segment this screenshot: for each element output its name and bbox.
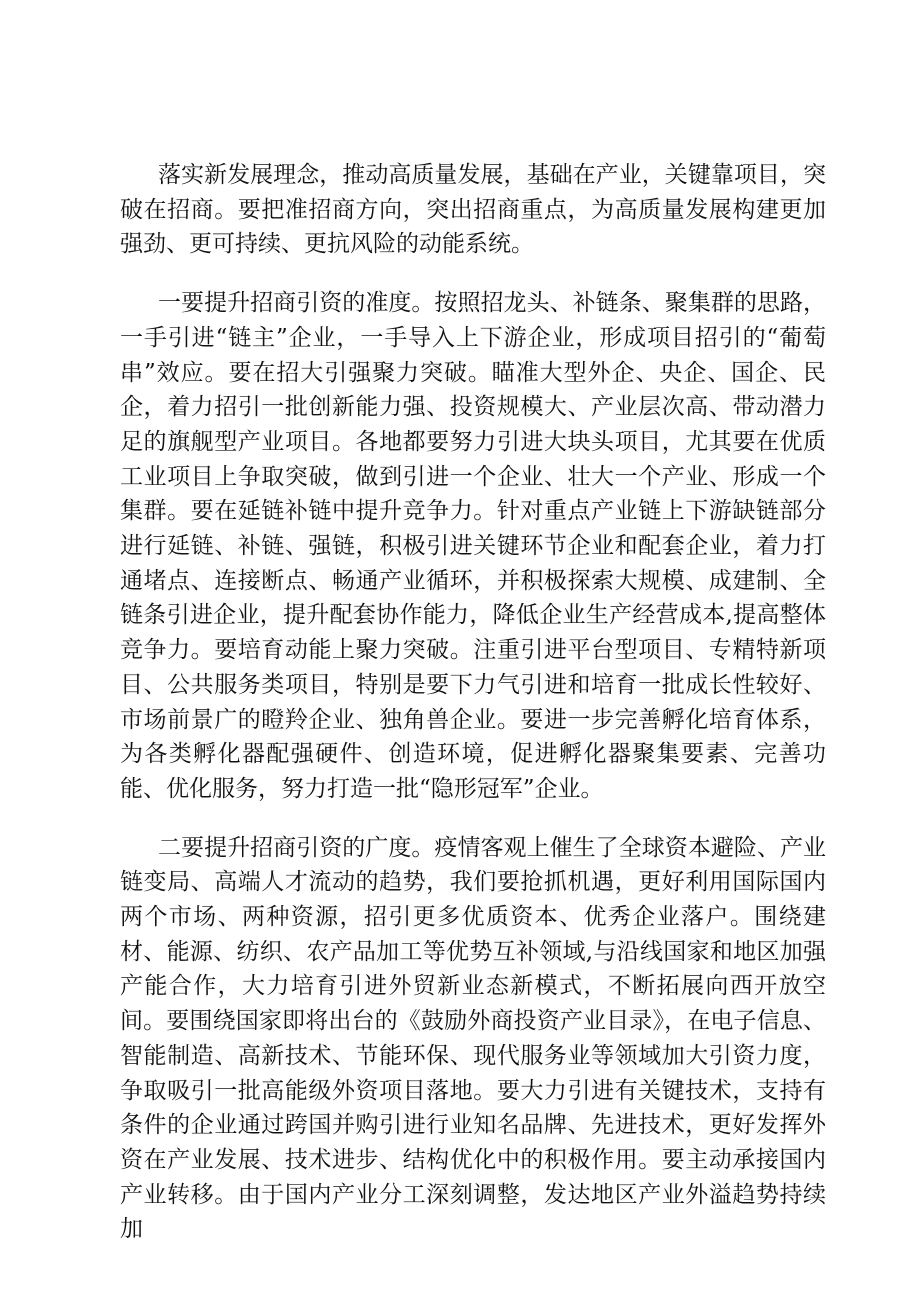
- paragraph-intro: 落实新发展理念，推动高质量发展，基础在产业，关键靠项目，突破在招商。要把准招商方向，突出招商重点，为高质量发展构建更加强劲、更可持续、更抗风险的动能系统。: [120, 162, 826, 258]
- paragraph-point-one: 一要提升招商引资的准度。按照招龙头、补链条、聚集群的思路，一手引进“链主”企业，一手导入上下游企业，形成项目招引的“葡萄串”效应。要在招大引强聚力突破。瞄准大型外企、央企、国企、民企，着力招引一批创新能力强、投资规模大、产业层次高、带动潜力足的旗舰型产业项目。各地都要努力引进大块头项目，尤其要在优质工业项目上争取突破，做到引进一个企业、壮大一个产业、形成一个集群。要在延链补链中提升竞争力。针对重点产业链上下游缺链部分进行延链、补链、强链，积极引进关键环节企业和配套企业，着力打通堵点、连接断点、畅通产业循环，并积极探索大规模、成建制、全链条引进企业，提升配套协作能力，降低企业生产经营成本,提高整体竞争力。要培育动能上聚力突破。注重引进平台型项目、专精特新项目、公共服务类项目，特别是要下力气引进和培育一批成长性较好、市场前景广的瞪羚企业、独角兽企业。要进一步完善孵化培育体系，为各类孵化器配强硬件、创造环境，促进孵化器聚集要素、完善功能、优化服务，努力打造一批“隐形冠军”企业。: [120, 290, 826, 802]
- paragraph-point-two: 二要提升招商引资的广度。疫情客观上催生了全球资本避险、产业链变局、高端人才流动的趋势，我们要抢抓机遇，更好利用国际国内两个市场、两种资源，招引更多优质资本、优秀企业落户。围绕建材、能源、纺织、农产品加工等优势互补领域,与沿线国家和地区加强产能合作，大力培育引进外贸新业态新模式，不断拓展向西开放空间。要围绕国家即将出台的《鼓励外商投资产业目录》，在电子信息、智能制造、高新技术、节能环保、现代服务业等领域加大引资力度，争取吸引一批高能级外资项目落地。要大力引进有关键技术，支持有条件的企业通过跨国并购引进行业知名品牌、先进技术，更好发挥外资在产业发展、技术进步、结构优化中的积极作用。要主动承接国内产业转移。由于国内产业分工深刻调整，发达地区产业外溢趋势持续加: [120, 834, 826, 1243]
- document-body: [120, 158, 826, 1271]
